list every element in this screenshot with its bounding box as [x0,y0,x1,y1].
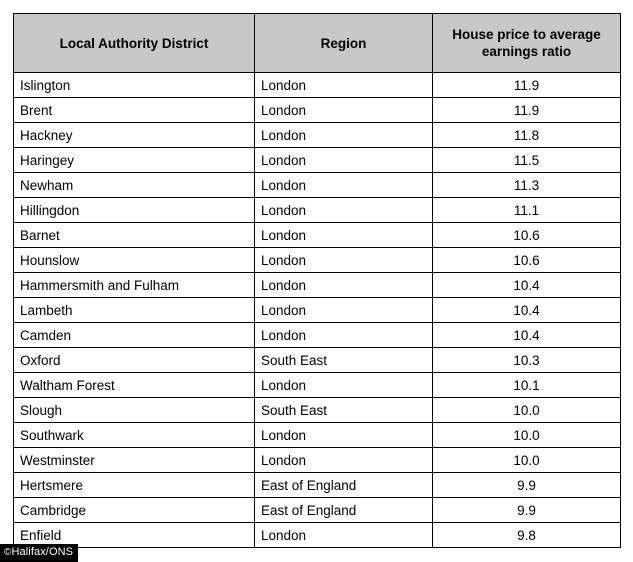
table-row [14,123,621,148]
cell-district: Hertsmere [14,473,255,498]
cell-district: Lambeth [14,298,255,323]
cell-district: Hounslow [14,248,255,273]
cell-region: London [255,198,433,223]
cell-region: London [255,223,433,248]
cell-ratio: 10.0 [433,448,621,473]
cell-region: London [255,173,433,198]
column-header-district: Local Authority District [14,14,255,73]
cell-region: London [255,98,433,123]
cell-district: Waltham Forest [14,373,255,398]
cell-region: London [255,298,433,323]
cell-district: Islington [14,73,255,98]
cell-ratio: 11.9 [433,73,621,98]
cell-region: London [255,148,433,173]
credit-text: Halifax/ONS [11,546,74,558]
cell-ratio: 10.4 [433,273,621,298]
image-credit [0,544,78,562]
table-body [14,73,621,548]
cell-district: Hillingdon [14,198,255,223]
table-row [14,298,621,323]
cell-district: Enfield [14,523,255,548]
table-header [14,14,621,73]
table-row [14,173,621,198]
column-header-region: Region [255,14,433,73]
table-row [14,223,621,248]
cell-region: London [255,248,433,273]
cell-district: Hackney [14,123,255,148]
cell-region: East of England [255,473,433,498]
cell-district: Oxford [14,348,255,373]
cell-ratio: 10.4 [433,298,621,323]
cell-district: Hammersmith and Fulham [14,273,255,298]
cell-ratio: 11.1 [433,198,621,223]
house-price-table-container [13,13,620,548]
table-row [14,523,621,548]
cell-district: Haringey [14,148,255,173]
cell-ratio: 9.8 [433,523,621,548]
cell-ratio: 10.0 [433,398,621,423]
cell-region: London [255,323,433,348]
cell-ratio: 11.8 [433,123,621,148]
table-row [14,423,621,448]
cell-region: South East [255,348,433,373]
table-row [14,273,621,298]
cell-region: London [255,448,433,473]
table-row [14,398,621,423]
table-row [14,348,621,373]
table-row [14,148,621,173]
cell-district: Brent [14,98,255,123]
cell-region: London [255,523,433,548]
copyright-icon: © [4,547,12,558]
cell-ratio: 10.0 [433,423,621,448]
house-price-ratio-table [13,13,621,548]
cell-region: London [255,373,433,398]
cell-region: London [255,423,433,448]
table-row [14,198,621,223]
cell-district: Slough [14,398,255,423]
table-row [14,498,621,523]
cell-region: East of England [255,498,433,523]
cell-district: Camden [14,323,255,348]
cell-district: Cambridge [14,498,255,523]
cell-ratio: 11.3 [433,173,621,198]
table-row [14,323,621,348]
cell-district: Newham [14,173,255,198]
table-header-row [14,14,621,73]
cell-ratio: 10.6 [433,248,621,273]
cell-ratio: 10.3 [433,348,621,373]
table-row [14,248,621,273]
cell-district: Southwark [14,423,255,448]
table-row [14,473,621,498]
table-row [14,73,621,98]
cell-ratio: 11.9 [433,98,621,123]
cell-district: Barnet [14,223,255,248]
cell-region: London [255,73,433,98]
cell-ratio: 10.4 [433,323,621,348]
table-row [14,448,621,473]
cell-district: Westminster [14,448,255,473]
cell-region: London [255,273,433,298]
cell-region: South East [255,398,433,423]
table-row [14,98,621,123]
cell-ratio: 10.6 [433,223,621,248]
cell-ratio: 9.9 [433,498,621,523]
column-header-ratio: House price to average earnings ratio [433,14,621,73]
cell-ratio: 9.9 [433,473,621,498]
cell-ratio: 11.5 [433,148,621,173]
table-row [14,373,621,398]
cell-region: London [255,123,433,148]
cell-ratio: 10.1 [433,373,621,398]
